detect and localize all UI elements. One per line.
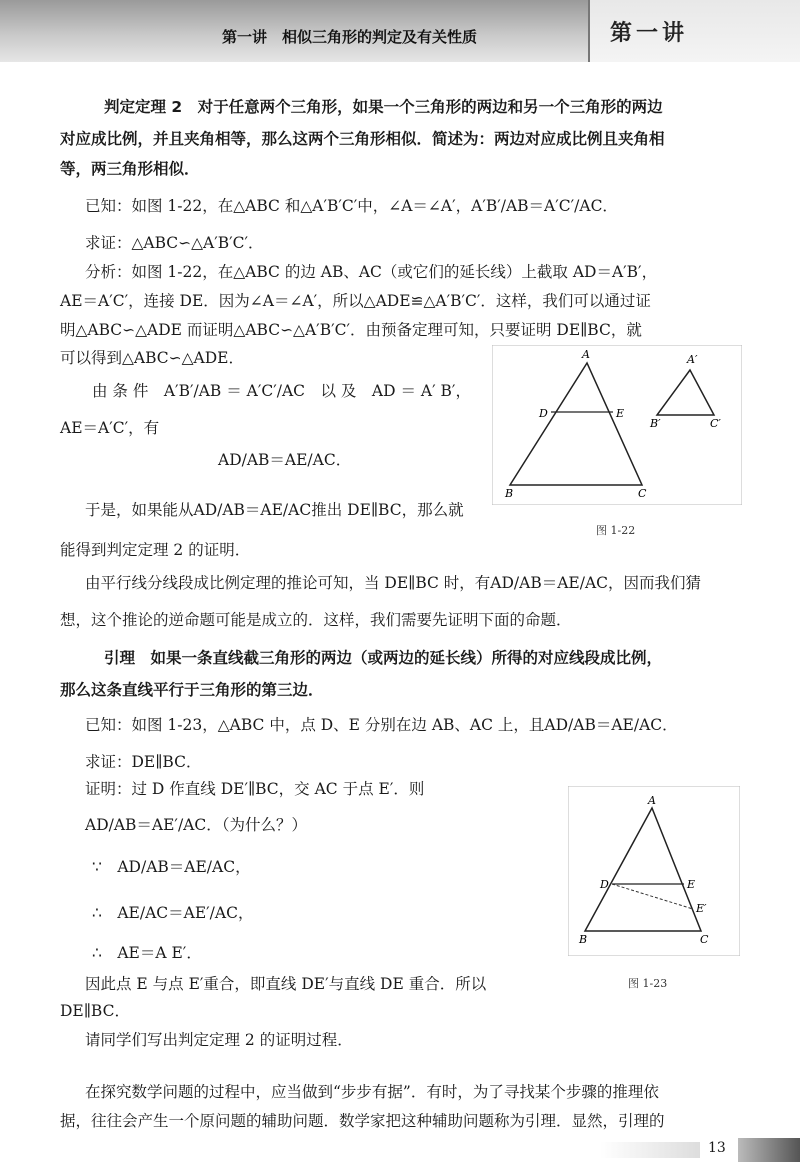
label-D: D	[600, 878, 609, 891]
chapter-tab-label: 第一讲	[610, 20, 689, 46]
text-line: 请同学们写出判定定理 2 的证明过程．	[85, 1031, 353, 1049]
label-A: A	[648, 794, 656, 807]
label-B: B	[505, 487, 514, 500]
label-B1: B′	[650, 417, 661, 430]
text-line: 由平行线分线段成比例定理的推论可知，当 DE∥BC 时，有AD/AB＝AE/AC，因而我们猜	[85, 574, 702, 592]
text-line: ∴ AE＝A E′．	[92, 944, 202, 962]
page-number: 13	[708, 1140, 726, 1156]
label-B: B	[579, 933, 588, 946]
text-line: 分析：如图 1-22，在△ABC 的边 AB、AC（或它们的延长线）上截取 AD＝A′B′，	[85, 263, 658, 281]
header-title: 第一讲 相似三角形的判定及有关性质	[222, 28, 478, 46]
label-C1: C′	[710, 417, 721, 430]
label-D: D	[539, 407, 548, 420]
text-line: AD/AB＝AE′/AC．（为什么？）	[85, 816, 307, 834]
figure-1-22	[492, 345, 742, 505]
text-line: 能得到判定定理 2 的证明．	[60, 541, 251, 559]
text-line: 于是，如果能从AD/AB＝AE/AC推出 DE∥BC，那么就	[85, 501, 464, 519]
text-line: 引理 如果一条直线截三角形的两边（或两边的延长线）所得的对应线段成比例，	[104, 649, 663, 667]
text-line: 可以得到△ABC∽△ADE．	[60, 349, 244, 367]
text-line: AE＝A′C′，连接 DE．因为∠A＝∠A′，所以△ADE≌△A′B′C′．这样，我们可以通过证	[60, 292, 651, 310]
footer-bar	[738, 1138, 800, 1162]
text-line: 等，两三角形相似．	[60, 160, 200, 178]
label-C: C	[638, 487, 647, 500]
label-E: E	[616, 407, 625, 420]
text-line: 想，这个推论的逆命题可能是成立的．这样，我们需要先证明下面的命题．	[60, 611, 572, 629]
figure-1-23	[568, 786, 740, 956]
text-line: 求证：△ABC∽△A′B′C′．	[85, 234, 264, 252]
text-line: 判定定理 2 对于任意两个三角形，如果一个三角形的两边和另一个三角形的两边	[104, 98, 663, 116]
text-line: 已知：如图 1-22，在△ABC 和△A′B′C′中，∠A＝∠A′，A′B′/AB＝A′C′/AC．	[85, 197, 618, 215]
label-C: C	[700, 933, 709, 946]
footer-decoration	[600, 1142, 700, 1158]
label-E: E	[687, 878, 696, 891]
text-line: AE＝A′C′，有	[60, 419, 160, 437]
label-E1: E′	[696, 902, 707, 915]
figure-1-23-caption: 图 1-23	[628, 977, 668, 990]
text-line: 因此点 E 与点 E′重合，即直线 DE′与直线 DE 重合．所以	[85, 975, 487, 993]
text-line: 已知：如图 1-23，△ABC 中，点 D、E 分别在边 AB、AC 上，且AD/AB＝AE/AC．	[85, 716, 678, 734]
text-line: 明△ABC∽△ADE 而证明△ABC∽△A′B′C′．由预备定理可知，只要证明 DE∥BC，就	[60, 321, 642, 339]
text-line: 对应成比例，并且夹角相等，那么这两个三角形相似．简述为：两边对应成比例且夹角相	[60, 130, 665, 148]
label-A: A	[582, 348, 590, 361]
text-line: AD/AB＝AE/AC．	[218, 451, 352, 469]
text-line: ∵ AD/AB＝AE/AC，	[92, 858, 251, 876]
text-line: DE∥BC．	[60, 1002, 130, 1020]
label-A1: A′	[687, 353, 698, 366]
text-line: 求证：DE∥BC．	[85, 753, 202, 771]
text-line: ∴ AE/AC＝AE′/AC，	[92, 904, 254, 922]
figure-1-22-caption: 图 1-22	[596, 524, 636, 537]
text-line: 据，往往会产生一个原问题的辅助问题．数学家把这种辅助问题称为引理．显然，引理的	[60, 1112, 665, 1130]
text-line: 在探究数学问题的过程中，应当做到“步步有据”．有时，为了寻找某个步骤的推理依	[85, 1083, 659, 1101]
text-line: 那么这条直线平行于三角形的第三边．	[60, 681, 324, 699]
text-line: 由 条 件 A′B′/AB ＝ A′C′/AC 以 及 AD ＝ A′ B′，	[92, 382, 471, 400]
text-line: 证明：过 D 作直线 DE′∥BC，交 AC 于点 E′．则	[85, 780, 425, 798]
